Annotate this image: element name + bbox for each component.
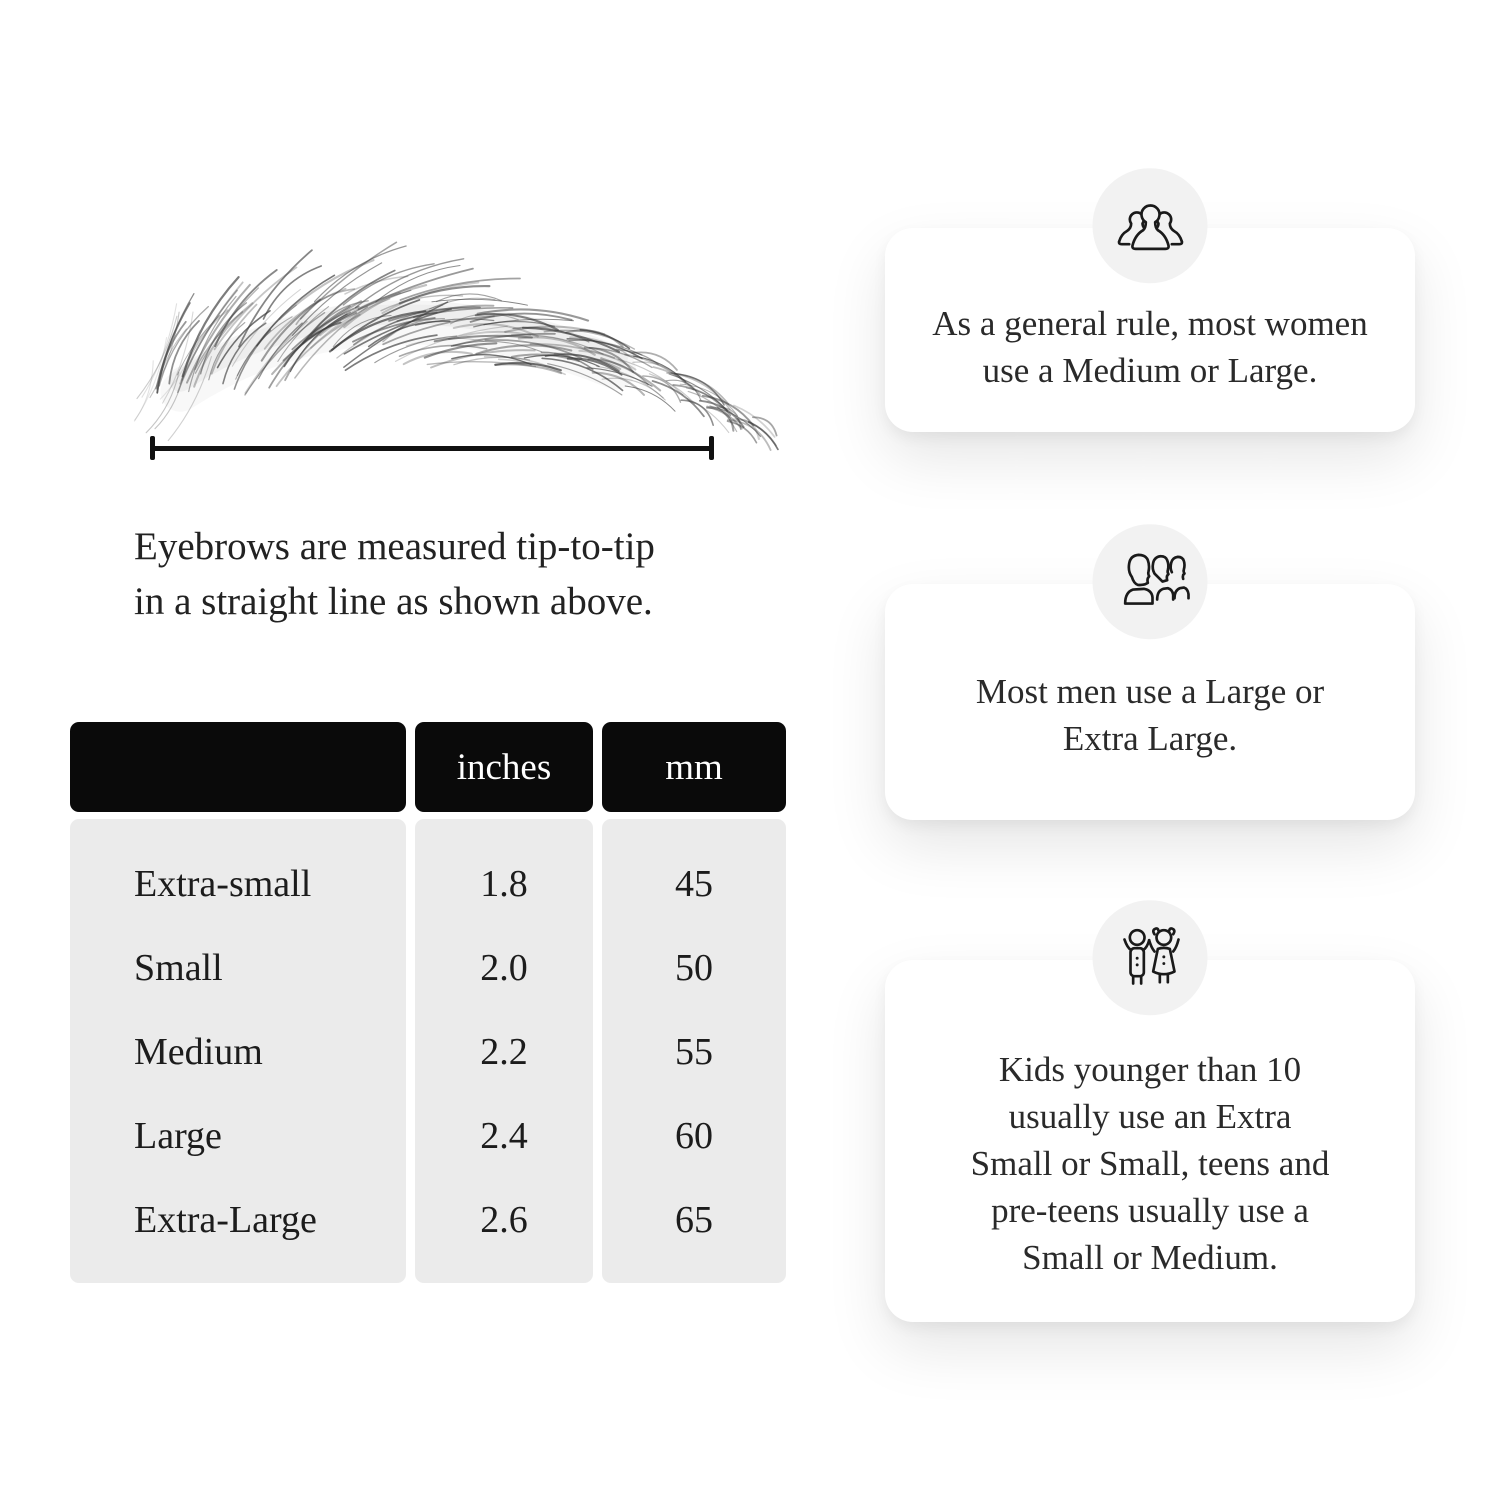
mm-cell: 50 bbox=[675, 947, 713, 989]
inches-cell: 2.4 bbox=[480, 1115, 528, 1157]
measurement-line-bar bbox=[155, 446, 709, 451]
table-header-mm: mm bbox=[602, 722, 786, 812]
table-header-inches: inches bbox=[415, 722, 593, 812]
measurement-caption bbox=[134, 519, 774, 629]
size-table bbox=[70, 722, 786, 1283]
card-kids-text-line: Small or Medium. bbox=[1022, 1237, 1278, 1277]
table-header-blank bbox=[70, 722, 406, 812]
card-kids-text-line: Kids younger than 10 bbox=[998, 1049, 1302, 1089]
size-cell: Small bbox=[134, 947, 223, 989]
caption-line-1: Eyebrows are measured tip-to-tip bbox=[134, 525, 655, 568]
caption-line-2: in a straight line as shown above. bbox=[134, 580, 653, 623]
card-kids-text-line: Small or Small, teens and bbox=[970, 1143, 1330, 1183]
women-group-icon bbox=[1093, 168, 1208, 283]
size-cell: Medium bbox=[134, 1031, 263, 1073]
men-group-icon bbox=[1093, 524, 1208, 639]
mm-cell: 65 bbox=[675, 1199, 713, 1241]
inches-cell: 2.6 bbox=[480, 1199, 528, 1241]
mm-cell: 60 bbox=[675, 1115, 713, 1157]
mm-cell: 45 bbox=[675, 863, 713, 905]
inches-cell: 2.0 bbox=[480, 947, 528, 989]
women-group-icon-glyph bbox=[1110, 186, 1190, 266]
size-cell: Extra-Large bbox=[134, 1199, 317, 1241]
mm-column bbox=[602, 819, 786, 1283]
card-men-text-line: Extra Large. bbox=[1062, 719, 1238, 758]
kids-icon-glyph bbox=[1110, 918, 1190, 998]
card-women-text-line: use a Medium or Large. bbox=[982, 351, 1318, 390]
inches-cell: 2.2 bbox=[480, 1031, 528, 1073]
kids-icon bbox=[1093, 900, 1208, 1015]
card-women-text-line: As a general rule, most women bbox=[932, 304, 1368, 343]
size-cell: Extra-small bbox=[134, 863, 312, 905]
size-table-header bbox=[70, 722, 786, 812]
measurement-line bbox=[150, 436, 714, 460]
card-kids bbox=[885, 960, 1415, 1322]
card-kids-text-line: usually use an Extra bbox=[1008, 1096, 1292, 1136]
size-table-body bbox=[70, 819, 786, 1283]
eyebrow-illustration bbox=[105, 228, 795, 458]
size-column bbox=[70, 819, 406, 1283]
mm-cell: 55 bbox=[675, 1031, 713, 1073]
card-women bbox=[885, 228, 1415, 432]
men-group-icon-glyph bbox=[1110, 542, 1190, 622]
card-kids-text-line: pre-teens usually use a bbox=[991, 1190, 1309, 1230]
eyebrow-sketch bbox=[105, 228, 795, 458]
card-men bbox=[885, 584, 1415, 820]
size-cell: Large bbox=[134, 1115, 222, 1157]
inches-cell: 1.8 bbox=[480, 863, 528, 905]
measurement-line-right-cap bbox=[709, 436, 714, 460]
card-men-text-line: Most men use a Large or bbox=[975, 672, 1325, 711]
inches-column bbox=[415, 819, 593, 1283]
